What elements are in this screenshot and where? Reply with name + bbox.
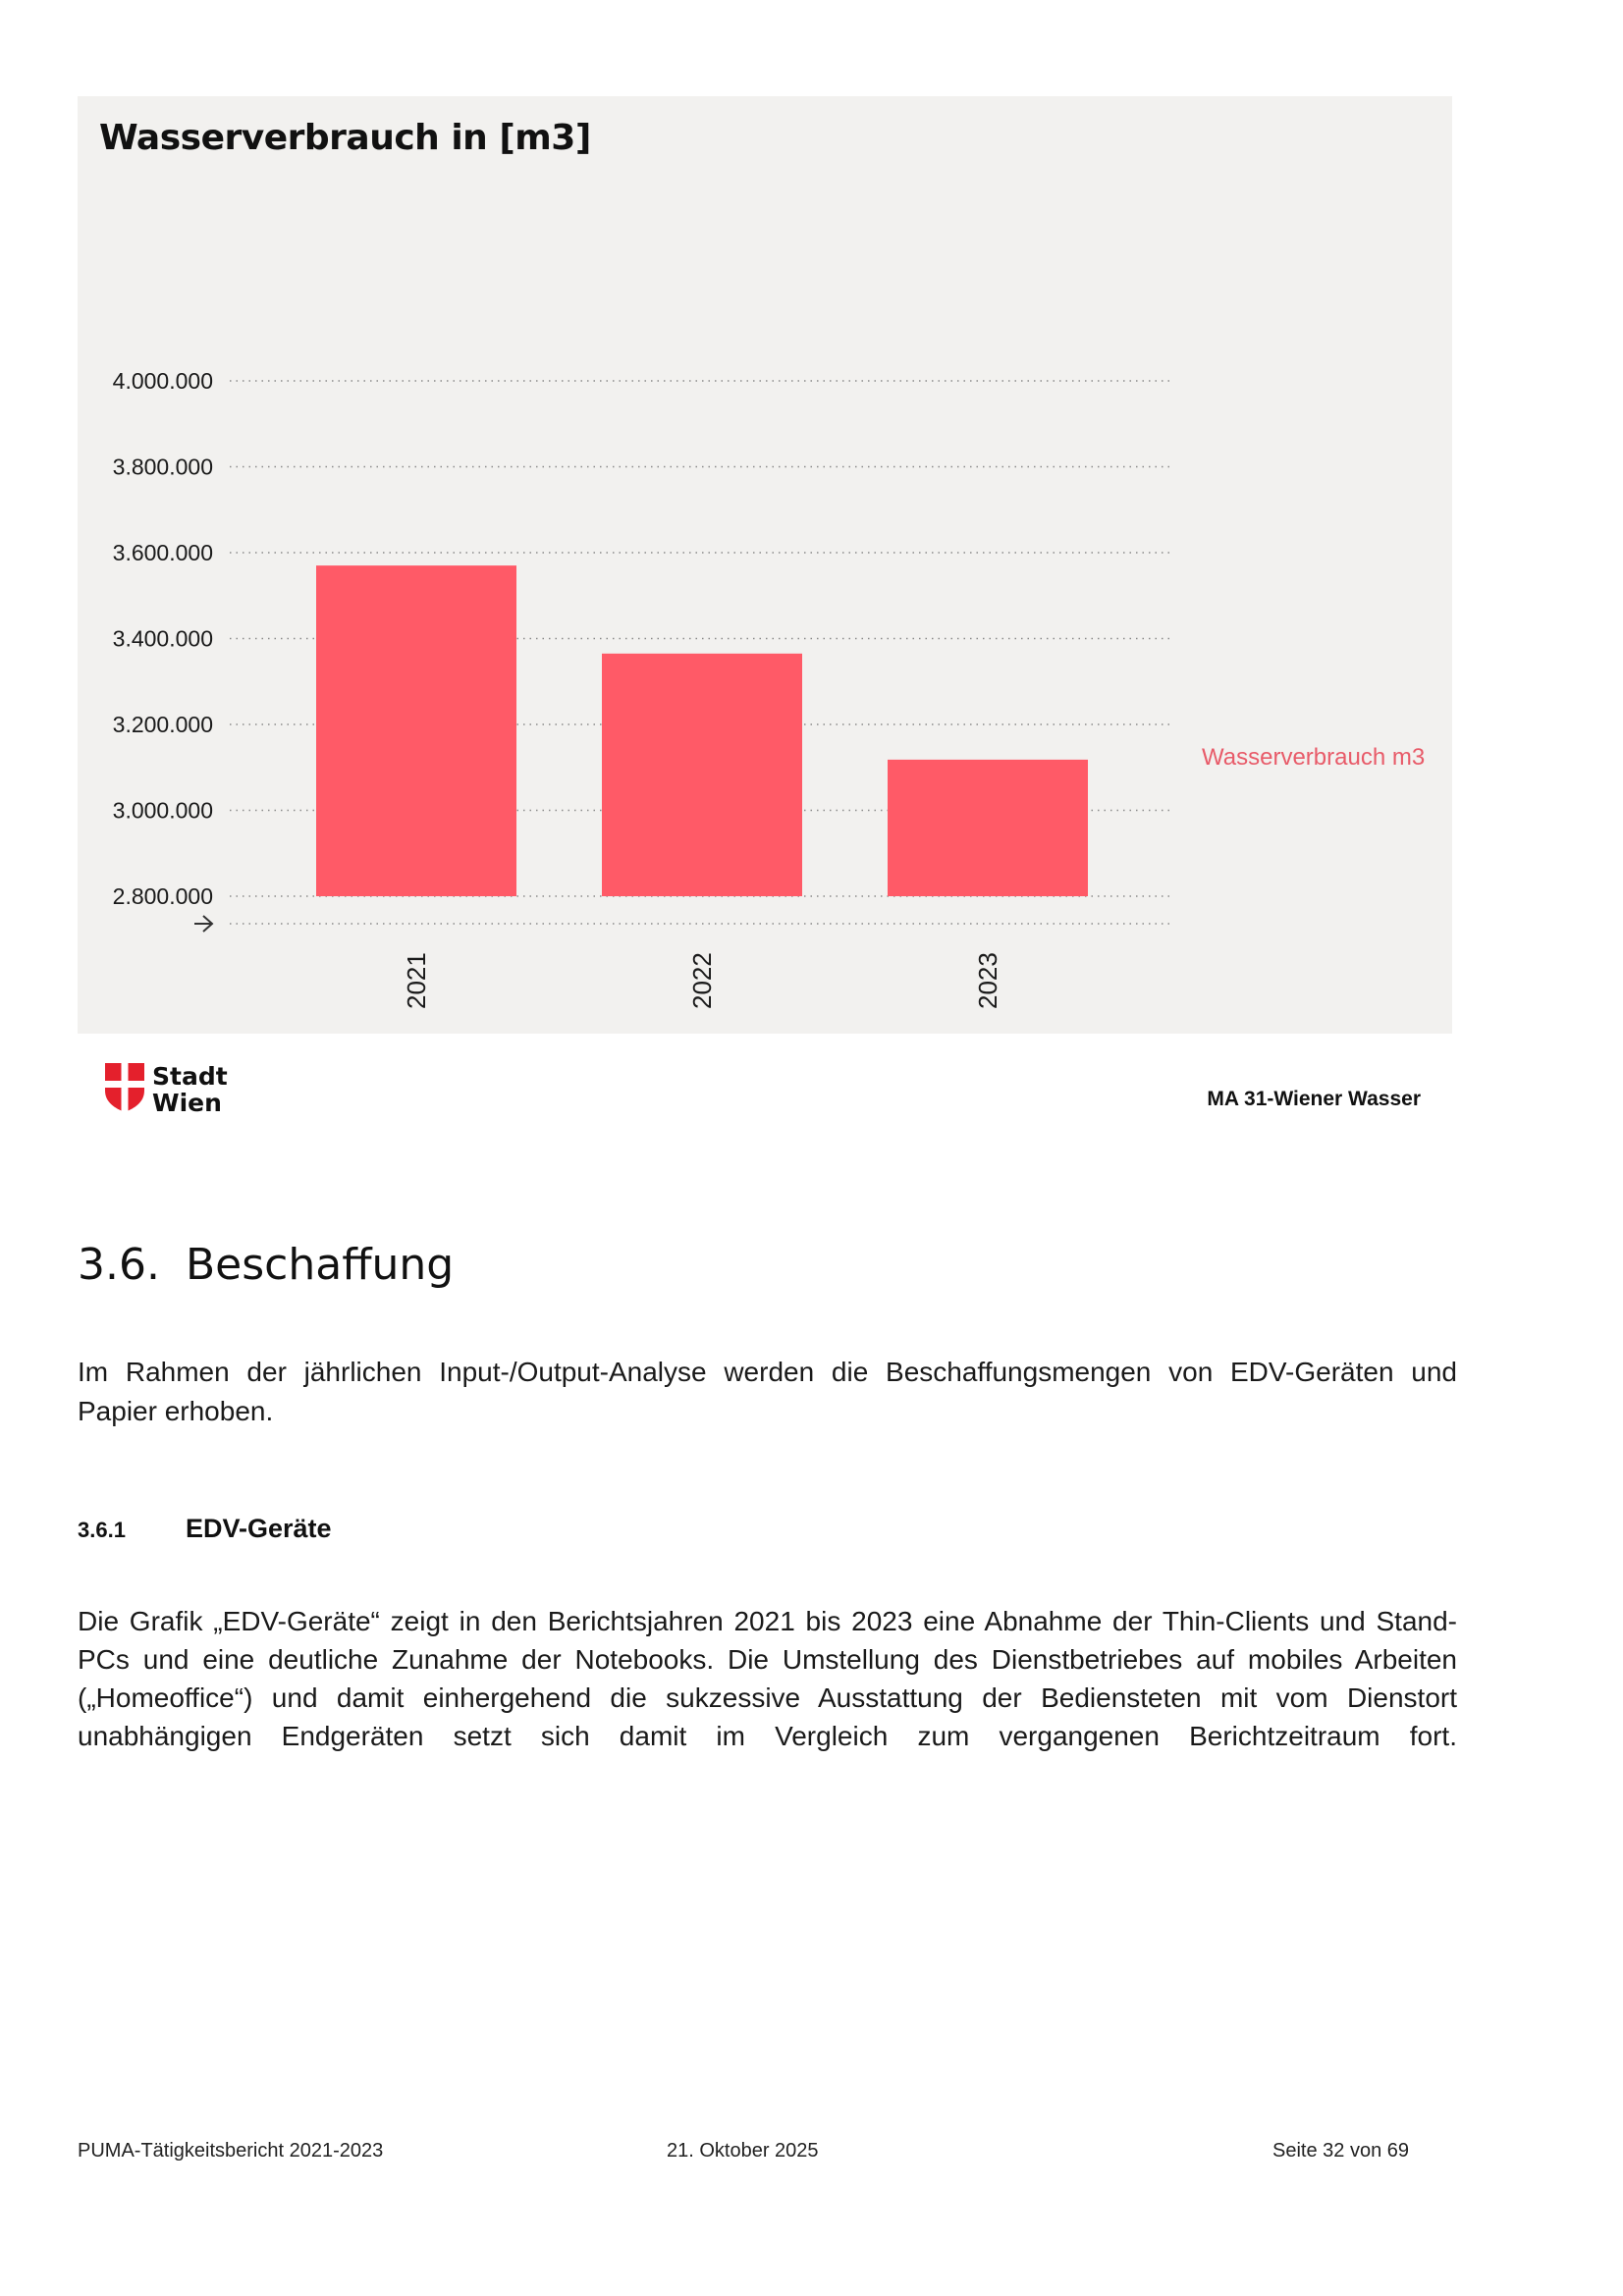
bar-2022 bbox=[602, 654, 802, 896]
footer-report-title: PUMA-Tätigkeitsbericht 2021-2023 bbox=[78, 2140, 384, 2162]
y-tick-label: 3.600.000 bbox=[112, 540, 213, 565]
footer-date: 21. Oktober 2025 bbox=[667, 2140, 819, 2162]
section-heading bbox=[78, 1240, 454, 1290]
footer-page-number: Seite 32 von 69 bbox=[1272, 2140, 1409, 2162]
axis-break-icon bbox=[194, 916, 212, 932]
water-consumption-chart bbox=[78, 96, 1452, 1034]
y-tick-label: 3.800.000 bbox=[112, 454, 213, 480]
intro-line-1: Im Rahmen der jährlichen Input-/Output-Analyse werden die Beschaffungsmengen von EDV-Geräten und bbox=[78, 1357, 1457, 1387]
vienna-shield-icon bbox=[105, 1063, 144, 1112]
chart-title: Wasserverbrauch in [m3] bbox=[99, 118, 591, 158]
logo-line-stadt: Stadt bbox=[152, 1062, 228, 1091]
body-line-4: unabhängigen Endgeräten setzt sich damit im Vergleich zum vergangenen Berichtzeitraum fort. bbox=[78, 1721, 1457, 1751]
x-tick-label: 2021 bbox=[402, 952, 431, 1009]
chart-plot bbox=[78, 96, 1452, 1034]
bar-2021 bbox=[316, 565, 516, 896]
intro-line-2: Papier erhoben. bbox=[78, 1396, 274, 1426]
x-tick-label: 2022 bbox=[687, 952, 717, 1009]
section-title: Beschaffung bbox=[186, 1240, 455, 1290]
stadt-wien-logo bbox=[105, 1063, 228, 1116]
body-line-2: PCs und eine deutliche Zunahme der Notebooks. Die Umstellung des Dienstbetriebes auf mobiles Arbeiten bbox=[78, 1644, 1457, 1675]
bar-2023 bbox=[888, 760, 1088, 896]
section-number: 3.6. bbox=[78, 1240, 160, 1290]
chart-source: MA 31-Wiener Wasser bbox=[1207, 1088, 1421, 1110]
y-tick-label: 3.000.000 bbox=[112, 797, 213, 824]
body-line-1: Die Grafik „EDV-Geräte“ zeigt in den Berichtsjahren 2021 bis 2023 eine Abnahme der Thin-Clients und Stand- bbox=[78, 1606, 1457, 1636]
logo-text bbox=[152, 1063, 228, 1116]
x-tick-label: 2023 bbox=[973, 952, 1002, 1009]
body-line-3: („Homeoffice“) und damit einhergehend die sukzessive Ausstattung der Bediensteten mit vom Dienstort bbox=[78, 1682, 1457, 1713]
y-tick-label: 2.800.000 bbox=[112, 883, 213, 909]
logo-line-wien: Wien bbox=[152, 1089, 222, 1117]
y-tick-label: 3.200.000 bbox=[112, 712, 213, 737]
subsection-heading bbox=[78, 1514, 332, 1544]
y-tick-label: 3.400.000 bbox=[112, 625, 213, 652]
subsection-title: EDV-Geräte bbox=[186, 1514, 332, 1543]
subsection-number: 3.6.1 bbox=[78, 1518, 126, 1542]
legend-label: Wasserverbrauch m3 bbox=[1202, 744, 1426, 771]
y-tick-label: 4.000.000 bbox=[112, 368, 213, 394]
